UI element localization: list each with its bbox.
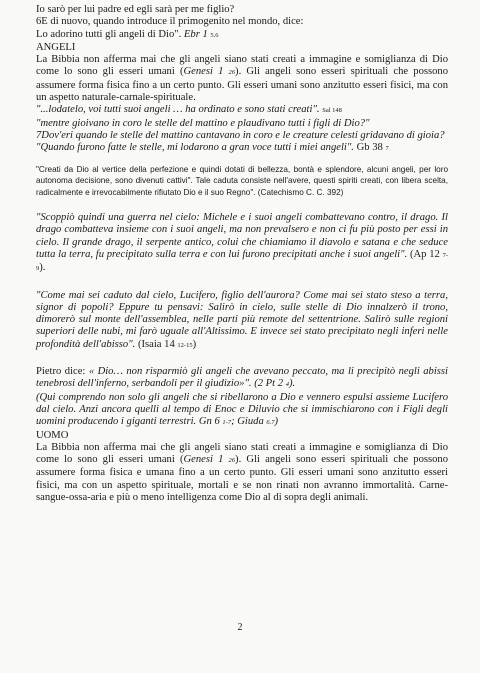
verse-line-3: Lo adorino tutti gli angeli di Dio". Ebr 1 5.6 (36, 28, 219, 40)
stelle-quote: "mentre gioivano in coro le stelle del mattino e plaudivano tutti i figli di Dio?" (36, 117, 370, 129)
furono-quote: "Quando furono fatte le stelle, mi lodarono a gran voce tutti i miei angeli". Gb 38 7 (36, 142, 389, 154)
pietro-reference: (2 Pt 2 (254, 378, 284, 390)
dov-eri-quote: 7Dov'eri quando le stelle del mattino cantavano in coro e le creature celesti gridavano di gioia? (36, 129, 445, 141)
page-content (36, 4, 448, 504)
uomo-genesi-reference: Genesi 1 (183, 454, 224, 466)
salmo-quote: "...lodatelo, voi tutti suoi angeli … ha ordinato e sono stati creati". Sal 148 (36, 104, 342, 116)
verse-line-1: Io sarò per lui padre ed egli sarà per me figlio? (36, 4, 235, 15)
ebr-reference-verses: 5.6 (210, 31, 219, 39)
isaia-quote: "Come mai sei caduto dal cielo, Lucifero, figlio dell'aurora? Come mai sei stato steso a terra, signor di popoli? Eppure tu pensavi: Salirò in cielo, sulle stelle di Dio innalzerò il trono, dimorerò sul monte dell'assemblea, nelle parti più remote del settentrione. Salirò sulle regioni superiori delle nubi, mi farò uguale all'Altissimo. E invece sei stato precipitato negli inferi nelle profondità dell'abisso". (Isaia 14 12-15) (36, 289, 448, 350)
genesi-reference: Genesi 1 (183, 66, 224, 78)
isaia-reference: (Isaia 14 (137, 338, 175, 350)
uomo-heading: UOMO (36, 429, 69, 441)
verse-line-2: 6E di nuovo, quando introduce il primogenito nel mondo, dice: (36, 16, 304, 28)
pietro-paragraph: Pietro dice: « Dio… non risparmiò gli angeli che avevano peccato, ma li precipitò negli abissi tenebrosi dell'inferno, serbandoli per il giudizio»". (2 Pt 2 4). (36, 366, 448, 390)
angeli-heading: ANGELI (36, 41, 76, 53)
qui-paragraph: (Qui comprendo non solo gli angeli che si ribellarono a Dio e vennero espulsi assieme Lucifero dal cielo. Anzi ancora quelli al tempo di Enoc e Diluvio che si immischiarono con i Figli degli uomini producendo i giganti terrestri. Gn 6 1-7; Giuda 6.7) (36, 391, 448, 428)
apocalisse-reference: (Ap 12 (410, 248, 440, 260)
angeli-paragraph: La Bibbia non afferma mai che gli angeli siano stati creati a immagine e somiglianza di Dio come lo sono gli esseri umani (Genesi 1 26). Gli angeli sono esseri spirituali che possono assumere forma fisica fino a un certo punto. Gli esseri umani sono anzitutto esseri fisici, ma con un aspetto naturale-carnale-spirituale. (36, 54, 448, 104)
gb-reference: Gb 38 (356, 142, 383, 154)
ebr-reference: Ebr 1 (183, 28, 208, 40)
apocalisse-quote: "Scoppiò quindi una guerra nel cielo: Michele e i suoi angeli combattevano contro, il drago. Il drago combatteva insieme con i suoi angeli, ma non prevalsero e non ci fu più posto per essi in cielo. Il grande drago, il serpente antico, colui che chiamiamo il diavolo e satana e che seduce tutta la terra, fu precipitato sulla terra e con lui furono precipitati anche i suoi angeli". (Ap 12 7-9). (36, 212, 449, 274)
uomo-paragraph: La Bibbia non afferma mai che gli angeli siano stati creati a immagine e somiglianza di Dio come lo sono gli esseri umani (Genesi 1 26). Gli angeli sono esseri spirituali che possono assumere forma fisica e umana fino a un certo punto. Gli esseri umani sono anzitutto esseri fisici, ma con un aspetto spirituale, mortali e se non rinati non avranno immortalità. Carne-sangue-ossa-aria e più o meno intelligenza come Dio al di sopra degli animali. (36, 441, 448, 503)
genesi-6-reference: Gn 6 (198, 416, 220, 428)
catechismo-paragraph: "Creati da Dio al vertice della perfezione e quindi dotati di bellezza, bontà e splendore, alcuni angeli, per loro autonoma decisione, sono divenuti cattivi". Tale caduta consiste nell'avere, questi spiriti creati, con libera scelta, radicalmente e irrevocabilmente rifiutato Dio e il suo Regno". (Catechismo C. C. 392) (36, 164, 448, 197)
page-number: 2 (237, 622, 243, 633)
salmo-reference: Sal 148 (322, 107, 342, 115)
